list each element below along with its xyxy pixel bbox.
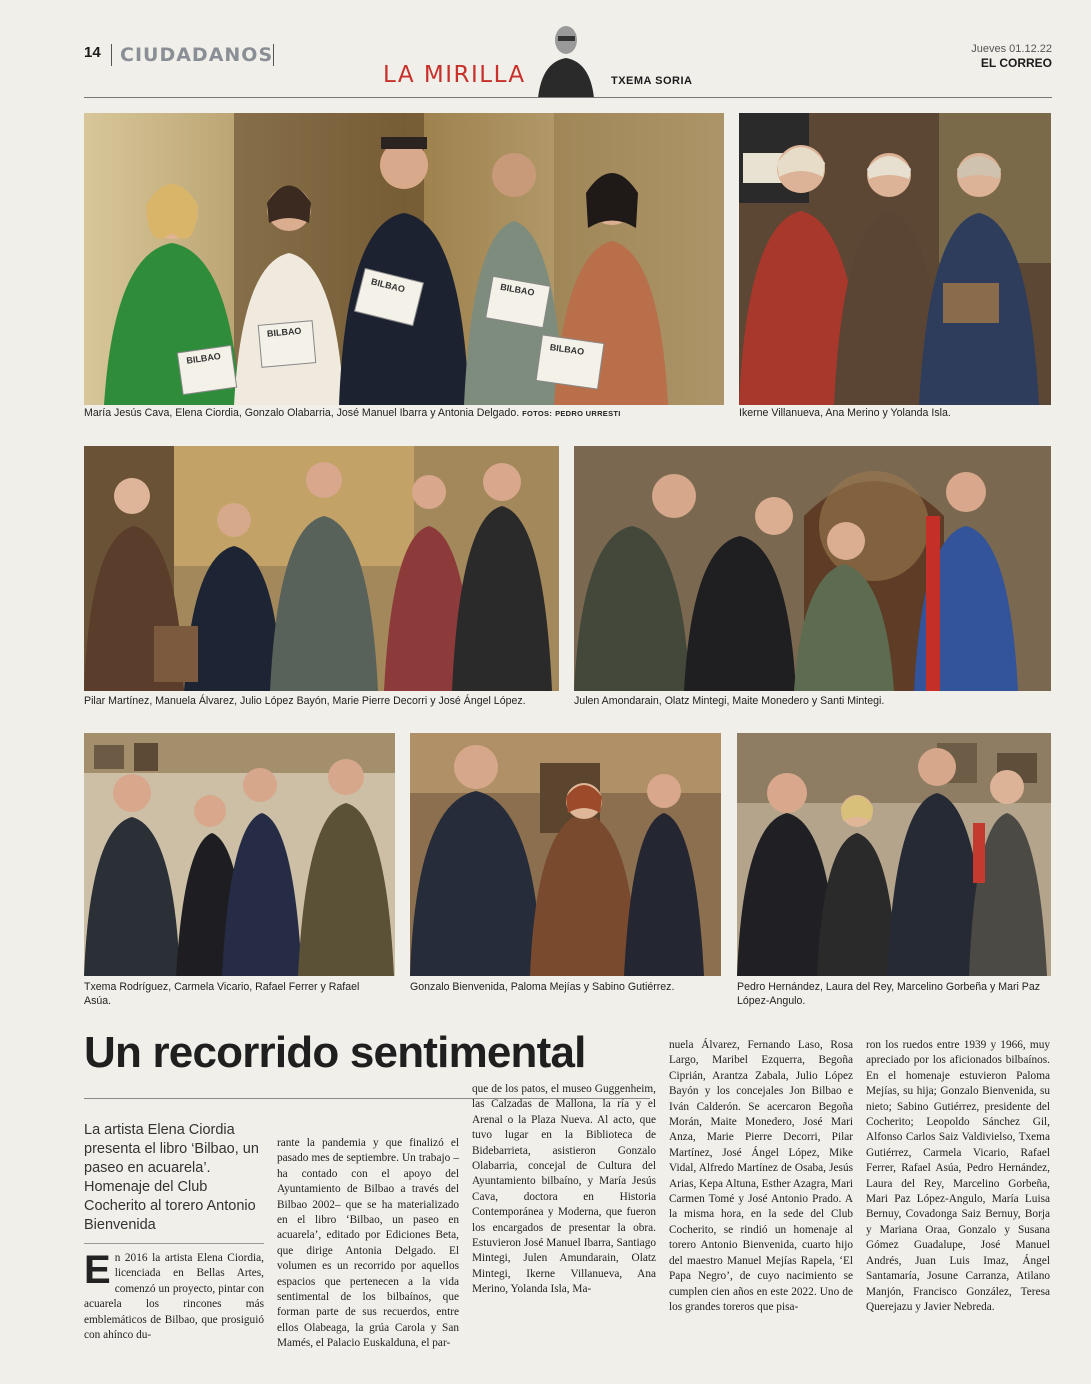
header-divider (111, 44, 112, 66)
drop-cap: E (84, 1248, 111, 1292)
book-cover-label: BILBAO (266, 325, 302, 339)
photo-6 (410, 733, 721, 976)
article-column-3: que de los patos, el museo Guggenheim, las Calzadas de Mallona, la ría y el Arenal o la Plaza Nueva. Al acto, que tuvo lugar en la Biblioteca de Bidebarrieta, asistieron Gonzalo Olabarria, concejal de Cultura del Ayuntamiento bilbaíno, y María Jesús Cava, doctora en Historia Contemporánea y Moderna, que fueron los encargados de presentar la obra. Estuvieron José Manuel Ibarra, Santiago Mintegi, Julen Amundarain, Olatz Mintegi, Ikerne Villanueva, Ana Merino, Yolanda Isla, Ma- (472, 1083, 656, 1296)
photo-caption: Txema Rodríguez, Carmela Vicario, Rafael Ferrer y Rafael Asúa. (84, 981, 360, 1007)
photo-caption: Pilar Martínez, Manuela Álvarez, Julio López Bayón, Marie Pierre Decorri y José Ángel López. (84, 695, 526, 707)
article-headline: Un recorrido sentimental (84, 1028, 586, 1077)
column-title: LA MIRILLA (383, 62, 526, 88)
photo-caption (84, 406, 724, 421)
article-column-4: nuela Álvarez, Fernando Laso, Rosa Largo, Maribel Ezquerra, Begoña Ciprián, Arantza Zabala, Julio López Bayón y los concejales Jon Bilbao e Iván Calderón. Se acercaron Begoña Morán, Maite Monedero, José Mari Anza, Marie Pierre Decorri, Pilar Martínez, José Ángel López, Mike Vidal, Alfredo Martínez de Osaba, Jesús Arias, Kepa Altuna, Esther Azagra, Mari Carmen Tomé y José Antonio Prado. A la misma hora, en la sede del Club Cocherito, se rindió un homenaje al torero Antonio Bienvenida, cuarto hijo del maestro Manuel Mejías Rapela, ‘El Papa Negro’, de cuyo nacimiento se cumplen cien años en este 2022. Uno de los grandes toreros que pisa- (669, 1039, 853, 1313)
author-portrait (534, 18, 596, 98)
photo-credit-label: FOTOS: (522, 409, 553, 418)
photo-1 (84, 113, 724, 405)
page-number: 14 (84, 44, 101, 61)
caption-text: María Jesús Cava, Elena Ciordia, Gonzalo Olabarria, José Manuel Ibarra y Antonia Delgado. (84, 407, 520, 419)
photo-5 (84, 733, 395, 976)
column-text: n 2016 la artista Elena Ciordia, licenciada en Bellas Artes, comenzó un proyecto, pintar con acuarela los rincones más emblemáticos de Bilbao, que prosiguió con ahínco du- (84, 1252, 264, 1342)
article-column-1 (84, 1248, 264, 1343)
article-column-5: ron los ruedos entre 1939 y 1966, muy apreciado por los aficionados bilbaínos. En el homenaje estuvieron Paloma Mejías, su hija; Gonzalo Bienvenida, su nieto; Sabino Gutiérrez, presidente del Cocherito; Leopoldo Sánchez Gil, Alfonso Carlos Saiz Valdivielso, Txema Gutiérrez, Carmela Vicario, Rafael Ferrer, Rafael Asúa, Pedro Hernández, Laura del Rey, Marcelino Gorbeña, Mari Paz López-Angulo, María Luisa Bernuy, Covadonga Saiz Bernuy, Borja y Mariana Oraa, Gonzalo y Susana Gómez Guadalupe, José Manuel Andrés, Juan Luis Imaz, Ángel Santamaría, Josune Carranza, Atilano Manjón, Francisco González, Teresa Querejazu y Javier Nebreda. (866, 1039, 1050, 1313)
header-rule (84, 97, 1052, 98)
lead-rule (84, 1243, 264, 1244)
header-divider (273, 44, 274, 66)
photo-credit-name: PEDRO URRESTI (555, 409, 621, 418)
photo-caption: Gonzalo Bienvenida, Paloma Mejías y Sabino Gutiérrez. (410, 981, 675, 993)
photo-caption: Pedro Hernández, Laura del Rey, Marcelino Gorbeña y Mari Paz López-Angulo. (737, 981, 1041, 1007)
author-name: TXEMA SORIA (611, 75, 693, 87)
book-cover-label: BILBAO (549, 342, 585, 357)
photo-2 (739, 113, 1051, 405)
photo-7 (737, 733, 1051, 976)
book-cover-label: BILBAO (185, 351, 222, 366)
section-title: CIUDADANOS (120, 44, 274, 66)
photo-4 (574, 446, 1051, 691)
photo-caption: Julen Amondarain, Olatz Mintegi, Maite Monedero y Santi Mintegi. (574, 695, 885, 707)
article-lead: La artista Elena Ciordia presenta el libro ‘Bilbao, un paseo en acuarela’. Homenaje del Club Cocherito al torero Antonio Bienvenida (84, 1122, 259, 1233)
photo-3 (84, 446, 559, 691)
newspaper-name: EL CORREO (980, 56, 1052, 70)
book-cover-label: BILBAO (499, 281, 536, 298)
issue-date: Jueves 01.12.22 (971, 43, 1052, 55)
book-cover-label: BILBAO (370, 276, 406, 295)
article-column-2: rante la pandemia y que finalizó el pasado mes de septiembre. Un trabajo –ha contado con el apoyo del Ayuntamiento de Bilbao a través del Bilbao 2002– que se ha materializado en el libro ‘Bilbao, un paseo en acuarela’, editado por Ediciones Beta, que dirige Antonia Delgado. El volumen es un recorrido por aquellos espacios que pertenecen a la vida sentimental de los bilbaínos, que forman parte de sus recuerdos, entre ellos Olabeaga, la grúa Carola y San Mamés, el Palacio Euskalduna, el par- (277, 1137, 459, 1350)
photo-caption: Ikerne Villanueva, Ana Merino y Yolanda Isla. (739, 407, 951, 419)
